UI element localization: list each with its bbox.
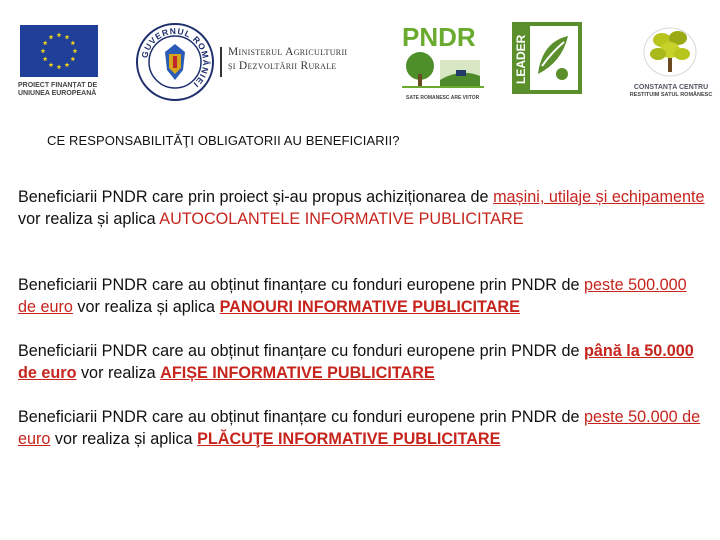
highlight-segment: peste 50.000 de euro [18,408,701,448]
gal-logo [629,22,713,98]
gal-caption-line2: RESTITUIM SATUL ROMÂNESC [629,91,713,98]
highlight-segment: AFIȘE INFORMATIVE PUBLICITARE [160,364,435,382]
text-segment: vor realiza și aplica [50,430,198,448]
eu-logo [20,25,98,77]
highlight-segment: PANOURI INFORMATIVE PUBLICITARE [219,298,520,316]
page-title: CE RESPONSABILITĂŢI OBLIGATORII AU BENEFICIARII? [47,133,400,148]
text-segment: vor realiza [76,364,161,382]
ministry-line1: Ministerul Agriculturii [228,46,348,58]
paragraph-placute [18,406,708,450]
seal-ring-text: GUVERNUL ROMÂNIEI [139,25,212,90]
romania-coat-of-arms-icon [135,22,215,102]
paragraph-autocolante [18,186,708,230]
pndr-emblem-icon [398,20,490,98]
text-segment: Beneficiarii PNDR care prin proiect și-au propus achiziționarea de [18,188,494,206]
pndr-wordmark: PNDR [402,22,476,52]
government-seal [135,22,215,102]
text-segment: vor realiza și aplica [72,298,220,316]
highlight-segment: mașini, utilaje și echipamente [493,188,705,206]
paragraph-panouri [18,274,708,318]
text-segment: Beneficiarii PNDR care au obținut finanțare cu fonduri europene prin PNDR de [18,276,584,294]
pndr-caption: SATE ROMANESC ARE VIITOR [406,95,480,101]
eu-flag-icon [20,25,98,77]
text-segment: vor realiza și aplica [18,210,160,228]
leader-wordmark: LEADER [514,34,528,84]
leader-logo [512,22,582,94]
text-segment: Beneficiarii PNDR care au obținut finanțare cu fonduri europene prin PNDR de [18,408,584,426]
pndr-logo [398,20,490,101]
highlight-segment: PLĂCUŢE INFORMATIVE PUBLICITARE [197,430,501,448]
eu-caption-line2: UNIUNEA EUROPEANĂ [18,89,97,97]
gal-tree-icon [640,22,700,78]
highlight-segment: peste 500.000 de euro [18,276,687,316]
eu-caption-line1: PROIECT FINANȚAT DE [18,82,98,89]
leader-emblem-icon [512,22,582,94]
eu-caption [18,82,108,97]
gal-caption-line1: CONSTANȚA CENTRU [633,84,709,91]
logo-bar [0,0,720,110]
ministry-line2: și Dezvoltării Rurale [228,60,337,72]
highlight-segment: AUTOCOLANTELE INFORMATIVE PUBLICITARE [159,210,524,228]
paragraph-afise [18,340,708,384]
gal-caption [628,84,714,98]
text-segment: Beneficiarii PNDR care au obținut finanțare cu fonduri europene prin PNDR de [18,342,584,360]
highlight-segment: până la 50.000 de euro [18,342,694,382]
